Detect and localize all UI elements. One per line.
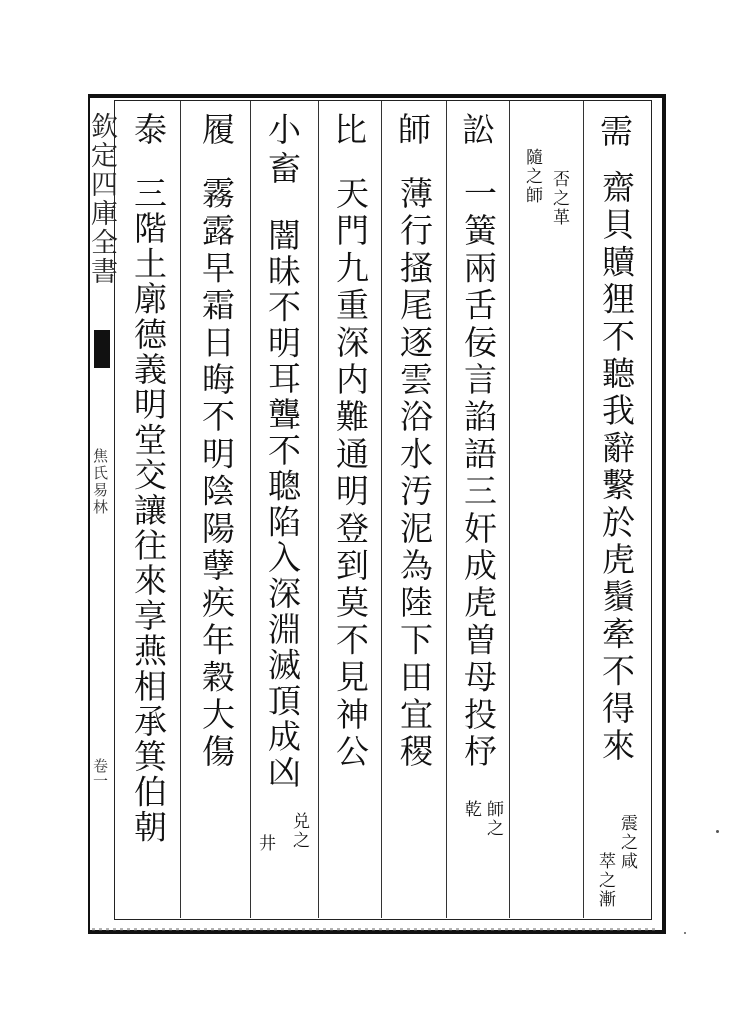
cross-reference-note: 兑之	[289, 812, 309, 850]
hexagram-heading: 泰	[129, 112, 168, 145]
cross-reference-note: 萃之漸	[595, 852, 615, 909]
scan-speck	[684, 932, 686, 934]
scan-speck	[716, 830, 719, 833]
column-rule	[250, 101, 251, 918]
verse-text: 薄行搔尾逐雲浴水汚泥為陸下田宜稷	[395, 176, 434, 772]
hexagram-heading: 師	[393, 112, 432, 145]
verse-text: 齋貝贖狸不聽我辭繫於虎鬚牽不得來	[597, 170, 636, 766]
column-rule	[446, 101, 447, 918]
cross-reference-note: 震之咸	[617, 814, 637, 871]
cross-reference-note: 隨之師	[522, 148, 542, 205]
juan-number: 卷一	[91, 758, 109, 788]
column-rule	[583, 101, 584, 918]
column-rule	[318, 101, 319, 918]
scan-noise	[92, 928, 658, 931]
cross-reference-note: 乾	[461, 800, 481, 819]
hexagram-heading: 訟	[457, 112, 496, 145]
hexagram-heading: 比	[329, 112, 368, 145]
column-rule	[509, 101, 510, 918]
verse-text: 闇昧不明耳聾不聰陷入深淵滅頂成凶	[263, 218, 302, 791]
cross-reference-note: 井	[255, 834, 275, 853]
verse-text: 三階土廓德義明堂交讓往來享燕相承箕伯朝	[129, 176, 168, 845]
hexagram-heading: 履	[197, 112, 236, 145]
column-rule	[381, 101, 382, 918]
cross-reference-note: 師之	[483, 800, 503, 838]
column-rule	[180, 101, 181, 918]
collection-title: 欽定四庫全書	[86, 112, 117, 286]
cross-reference-note: 否之革	[549, 170, 569, 227]
book-title: 焦氏易林	[91, 448, 109, 516]
verse-text: 天門九重深内難通明登到莫不見神公	[331, 176, 370, 772]
inner-border	[114, 100, 652, 920]
hexagram-heading: 小畜	[263, 112, 302, 190]
fishtail-mark	[94, 330, 110, 368]
hexagram-heading: 需	[595, 114, 634, 147]
verse-text: 霧露早霜日晦不明陰陽孽疾年穀大傷	[197, 176, 236, 772]
verse-text: 一簧兩舌佞言諂語三奸成虎曽母投杼	[459, 176, 498, 772]
